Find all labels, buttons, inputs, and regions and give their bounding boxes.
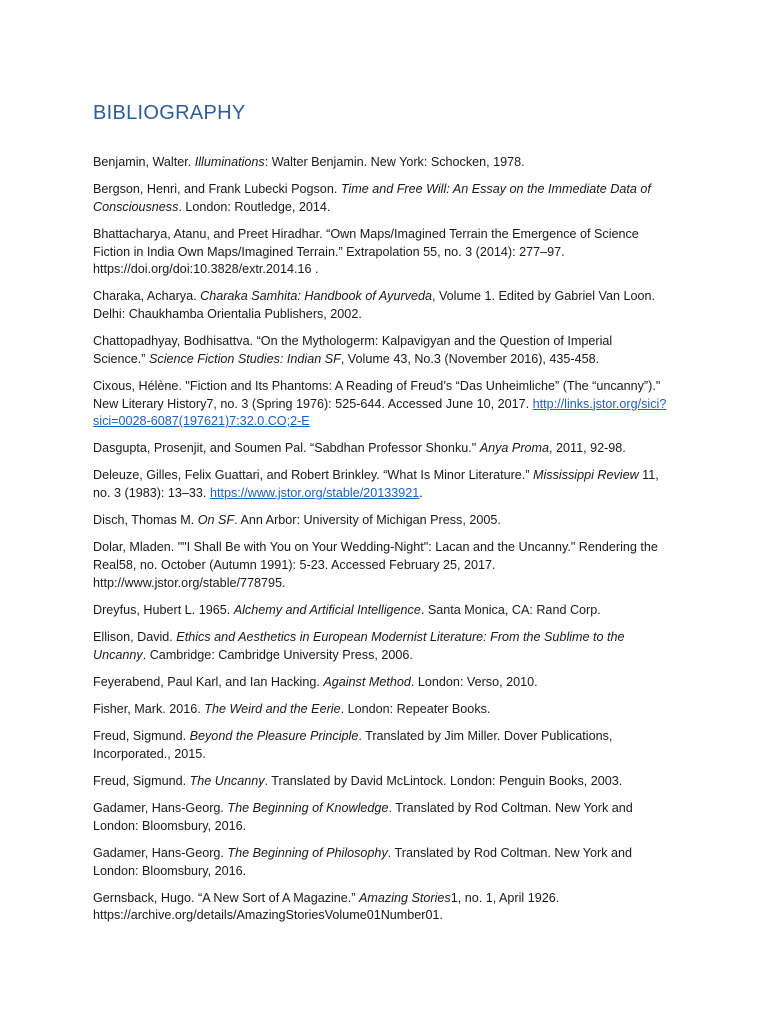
entry-link[interactable]: https://www.jstor.org/stable/20133921 [209,486,420,501]
entry-text: Dreyfus, Hubert L. 1965. [93,602,234,617]
bibliography-entry [93,890,668,925]
entry-title-italic: Ethics and Aesthetics in European Modernist Literature: From the Sublime to the Uncanny [93,630,625,662]
entry-text: . Ann Arbor: University of Michigan Press, 2005. [234,513,501,528]
bibliography-entry [93,539,668,592]
entry-text: 11, no. 3 (1983): 13–33. [93,468,659,501]
entry-title-italic: Time and Free Will: An Essay on the Immediate Data of Consciousness [93,182,651,214]
entry-text: : Walter Benjamin. New York: Schocken, 1978. [264,155,525,169]
entry-text: Gernsback, Hugo. “A New Sort of A Magazine.” [93,890,359,905]
entry-title-italic: On SF [197,513,235,528]
entry-text: Charaka, Acharya. [93,289,201,304]
entry-text: Fisher, Mark. 2016. [93,701,205,716]
entry-title-italic: Alchemy and Artificial Intelligence [233,602,421,617]
bibliography-entry [93,701,668,719]
entry-title-italic: Against Method [323,674,411,689]
entry-title-italic: The Uncanny [189,773,265,788]
entry-text: Gadamer, Hans-Georg. [93,801,228,816]
entry-link[interactable]: http://links.jstor.org/sici?sici=0028-6087(197621)7:32.0.CO;2-E [93,396,667,429]
bibliography-entry [93,728,668,763]
entry-text: Benjamin, Walter. [93,155,195,169]
entry-text: . Cambridge: Cambridge University Press, 2006. [142,647,413,662]
bibliography-entry [93,467,668,502]
entry-text: Dasgupta, Prosenjit, and Soumen Pal. “Sabdhan Professor Shonku." [93,441,480,456]
bibliography-entry [93,512,668,530]
entry-text: . Translated by Jim Miller. Dover Publications, Incorporated., 2015. [93,729,613,761]
entry-text: Freud, Sigmund. [93,729,190,744]
entry-text: . London: Repeater Books. [340,701,491,716]
entry-text: Bhattacharya, Atanu, and Preet Hiradhar. “Own Maps/Imagined Terrain the Emergence of Science Fiction in India Own Maps/Imagined Terrain.” Extrapolation 55, no. 3 (2014): 277–97. https://doi.org/doi:10.3828/extr.2014.16 . [93,226,639,277]
entry-text: . Translated by David McLintock. London: Penguin Books, 2003. [264,773,623,788]
bibliography-entry [93,773,668,791]
entry-text: . Translated by Rod Coltman. New York and London: Bloomsbury, 2016. [93,845,633,878]
entry-text: Dolar, Mladen. ""I Shall Be with You on Your Wedding-Night": Lacan and the Uncanny." Rendering the Real58, no. October (Autumn 1991): 5-23. Accessed February 25, 2017. http://www.jstor.org/stable/778795. [93,540,658,590]
entry-text: Cixous, Hélène. "Fiction and Its Phantoms: A Reading of Freud’s “Das Unheimliche” (The “uncanny”)." New Literary History7, no. 3 (Spring 1976): 525-644. Accessed June 10, 2017. [93,378,661,411]
entry-text: 1, no. 1, April 1926. https://archive.org/details/AmazingStoriesVolume01Number01. [93,890,560,923]
entry-text: , Volume 1. Edited by Gabriel Van Loon. Delhi: Chaukhamba Orientalia Publishers, 2002. [93,289,656,321]
entry-title-italic: Charaka Samhita: Handbook of Ayurveda [200,289,432,304]
entry-text: Ellison, David. [93,630,177,644]
entry-text: . Santa Monica, CA: Rand Corp. [420,602,601,617]
entry-text: . London: Verso, 2010. [410,674,538,689]
document-page [93,100,668,934]
entry-text: Disch, Thomas M. [93,513,198,528]
bibliography-list [93,154,668,925]
bibliography-entry [93,154,668,172]
bibliography-entry [93,288,668,323]
bibliography-entry [93,440,668,458]
entry-title-italic: Mississippi Review [533,468,639,483]
entry-text: Gadamer, Hans-Georg. [93,845,228,860]
entry-text: Bergson, Henri, and Frank Lubecki Pogson. [93,182,341,197]
entry-text: Deleuze, Gilles, Felix Guattari, and Robert Brinkley. “What Is Minor Literature.” [93,468,534,483]
bibliography-entry [93,674,668,692]
entry-text: Chattopadhyay, Bodhisattva. “On the Mythologerm: Kalpavigyan and the Question of Imperial Science.” [93,334,613,366]
bibliography-entry [93,181,668,216]
entry-title-italic: Anya Proma [479,441,550,456]
entry-title-italic: Beyond the Pleasure Principle [189,729,359,744]
entry-title-italic: Science Fiction Studies: Indian SF [149,351,341,366]
bibliography-entry [93,333,668,368]
entry-text: Feyerabend, Paul Karl, and Ian Hacking. [93,674,324,689]
entry-title-italic: The Beginning of Knowledge [227,801,389,816]
entry-title-italic: Illuminations [194,155,265,169]
entry-text: . [419,486,423,501]
entry-text: . Translated by Rod Coltman. New York and London: Bloomsbury, 2016. [93,801,633,833]
page-title: BIBLIOGRAPHY [93,102,246,124]
bibliography-entry [93,845,668,880]
entry-title-italic: The Beginning of Philosophy [227,845,388,860]
entry-title-italic: The Weird and the Eerie [204,701,341,716]
entry-title-italic: Amazing Stories [359,890,451,905]
entry-text: Freud, Sigmund. [93,773,190,788]
bibliography-entry [93,378,668,431]
bibliography-entry [93,629,668,664]
bibliography-entry [93,602,668,620]
bibliography-entry [93,800,668,835]
bibliography-entry [93,226,668,279]
entry-text: , Volume 43, No.3 (November 2016), 435-458. [340,351,600,366]
entry-text: . London: Routledge, 2014. [178,199,331,214]
entry-text: , 2011, 92-98. [549,441,626,456]
